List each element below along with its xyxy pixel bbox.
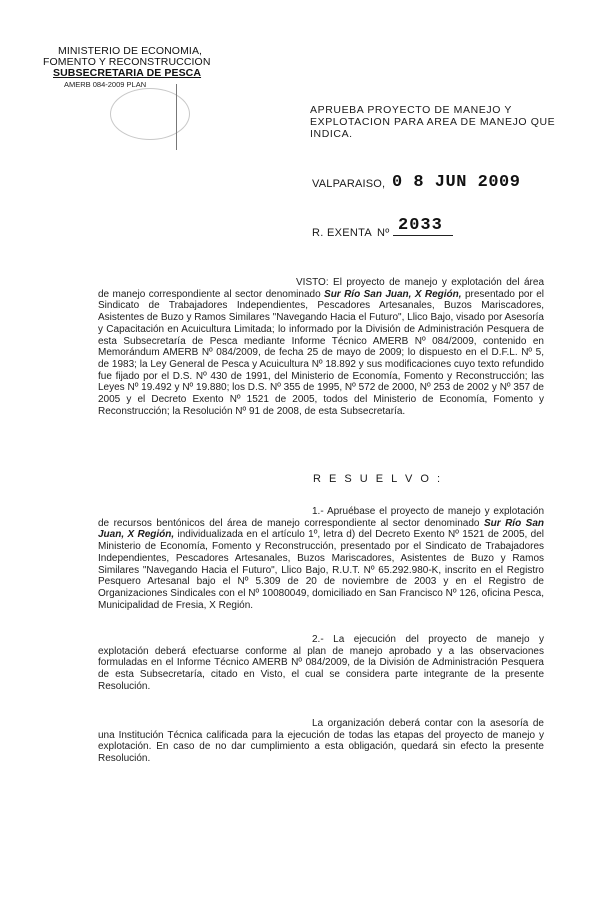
resuelvo-heading: R E S U E L V O :: [313, 473, 443, 485]
resolution-date: 0 8 JUN 2009: [392, 173, 521, 192]
exenta-number: 2033: [398, 216, 443, 235]
place-label: VALPARAISO,: [312, 178, 386, 190]
item1-text-b: individualizada en el artículo 1º, letra d) del Decreto Exento Nº 1521 de 2005, del Ministerio de Economía, Fomento y Reconstrucción, presentado por el Sindicato de Trabajadores Independientes, Pescadores Artesanales, Buzos Mariscadores, Asistentes de Buzo y Ramos Similares "Navegando Hacia el Futuro", Llico Bajo, R.U.T. Nº 65.292.980-K, inscrito en el Registro Pesquero Artesanal bajo el Nº 5.309 de 20 de noviembre de 2003 y en el Registro de Organizaciones Sindicales con el Nº 10080049, domiciliado en San Francisco Nº 126, oficina Pesca, Municipalidad de Fresia, X Región.: [98, 529, 544, 611]
exenta-no-label: Nº: [377, 227, 390, 239]
amerb-reference: AMERB 084-2009 PLAN: [64, 80, 147, 89]
visto-lead: VISTO:: [296, 277, 329, 288]
item2-text: explotación deberá efectuarse conforme al plan de manejo aprobado y a las observaciones formuladas en el Informe Técnico AMERB Nº 084/2009, de la División de Administración Pesquera de esta Subsecretaría, citado en Visto, el cual se considera parte integrante de la presente Resolución.: [98, 645, 544, 692]
subsecretaria-heading: SUBSECRETARIA DE PESCA: [53, 67, 202, 79]
visto-text-a: El proyecto de manejo y explotación del área de manejo correspondiente al sector denominado: [98, 277, 544, 300]
visto-text-b: presentado por el Sindicato de Trabajadores Independientes, Pescadores Artesanales, Buzos Mariscadores, Asistentes de Buzo y Ramos Similares "Navegando Hacia el Futuro", Llico Bajo, visado por Asesoría y Capacitación en Acuicultura Limitada; lo informado por la División de Administración Pesquera de esta Subsecretaría de Pesca mediante Informe Técnico AMERB Nº 084/2009, contenido en Memorándum AMERB Nº 084/2009, de fecha 25 de mayo de 2009; lo dispuesto en el D.F.L. Nº 5, de 1983; la Ley General de Pesca y Acuicultura Nº 18.892 y sus modificaciones cuyo texto refundido fue fijado por el D.S. Nº 430 de 1991, del Ministerio de Economía, Fomento y Reconstrucción; las Leyes Nº 19.492 y Nº 19.880; los D.S. Nº 355 de 1995, Nº 572 de 2000, Nº 253 de 2002 y Nº 357 de 2005 y el Decreto Exento Nº 1521 de 2005, todos del Ministerio de Economía, Fomento y Reconstrucción; la Resolución Nº 91 de 2008, de esta Subsecretaría.: [98, 288, 544, 417]
item3-lead: La organización deberá contar con la asesoría: [312, 718, 529, 729]
stamp-signature-mark: [176, 84, 177, 150]
resolution-item-3: [98, 718, 544, 765]
ministry-line-1: MINISTERIO DE ECONOMIA,: [58, 45, 203, 57]
official-stamp: [110, 88, 190, 140]
item2-lead: 2.- La ejecución del proyecto de manejo y: [312, 634, 544, 645]
visto-paragraph: [98, 277, 544, 417]
visto-sector: Sur Río San Juan, X Región,: [324, 288, 462, 300]
item1-sector: Sur Río San Juan, X Región,: [98, 517, 544, 541]
item3-text: de una Institución Técnica calificada para la ejecución de todas las etapas del proyecto de manejo y explotación. En caso de no dar cumplimiento a esta obligación, quedará sin efecto la presente Resolución.: [98, 718, 544, 765]
resolution-item-1: [98, 506, 544, 611]
item1-text-a: explotación de recursos bentónicos del área de manejo correspondiente al sector denominado: [98, 506, 545, 529]
exenta-label: R. EXENTA: [312, 227, 372, 239]
resolution-title: APRUEBA PROYECTO DE MANEJO Y EXPLOTACION PARA AREA DE MANEJO QUE INDICA.: [310, 104, 556, 140]
item1-lead: 1.- Apruébase el proyecto de manejo y: [312, 506, 490, 517]
resolution-item-2: [98, 634, 544, 693]
exenta-underline: [393, 235, 453, 236]
ministry-line-2: FOMENTO Y RECONSTRUCCION: [43, 56, 211, 68]
